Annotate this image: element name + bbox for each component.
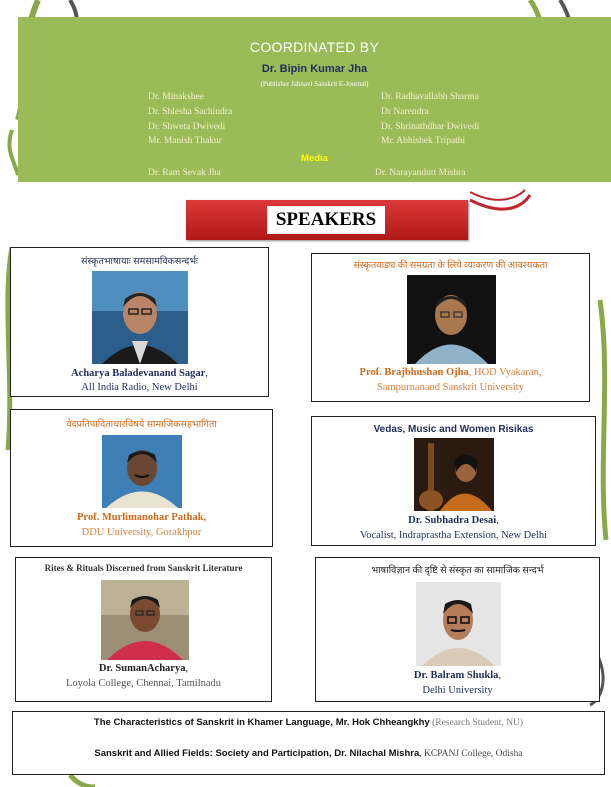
speaker-photo <box>416 582 501 666</box>
speaker-name: Dr. Balram Shukla <box>413 670 499 681</box>
talk-note: (Research Student, NU) <box>429 718 524 728</box>
speaker-card <box>311 416 596 546</box>
member-left: Dr. Shlesha Sachindra <box>148 107 233 117</box>
speaker-card <box>15 557 272 702</box>
speaker-name: Acharya Baladevanand Sagar <box>71 368 206 379</box>
speaker-affiliation: DDU University, Gorakhpur <box>81 527 202 538</box>
speaker-card <box>10 409 273 547</box>
speaker-photo <box>407 275 496 364</box>
swirl-shape <box>70 775 95 787</box>
speaker-name: Prof. Brajbhushan Ojha <box>359 367 469 378</box>
member-right: Dr Narendra <box>381 107 429 117</box>
speaker-photo <box>92 271 188 364</box>
speaker-card <box>315 557 600 702</box>
speaker-name: Dr. Subhadra Desai <box>408 515 497 526</box>
member-right: Mr. Abhishek Tripathi <box>381 136 466 146</box>
speakers-heading: SPEAKERS <box>267 206 385 234</box>
speaker-photo <box>101 580 189 660</box>
talk-title: संस्कृतवाङ्य की समग्रता के लिये व्याकरण की आवश्यकता <box>353 261 548 271</box>
speaker-photo <box>414 438 494 511</box>
speaker-name: Dr. SumanAcharya <box>98 663 186 674</box>
speaker-name-line: Prof. Brajbhushan Ojha, HOD Vyakaran, <box>359 367 542 378</box>
speaker-affiliation: Loyola College, Chennai, Tamilnadu <box>65 678 222 689</box>
coordinator-name: Dr. Bipin Kumar Jha <box>261 63 368 75</box>
speaker-name: Prof. Murlimanohar Pathak, <box>76 512 207 523</box>
swirl-shape <box>600 300 606 540</box>
speaker-name-line: Acharya Baladevanand Sagar, <box>71 368 208 379</box>
speaker-photo <box>102 435 182 508</box>
speaker-affiliation: Delhi University <box>422 685 493 696</box>
swirl-shape <box>470 195 530 209</box>
talk-title: वेदप्रतिपादिताचारविषये सामाजिकसहभागिता <box>66 420 217 430</box>
member-right: Dr. Radhavallabh Sharma <box>381 92 479 102</box>
media-member-right: Dr. Narayandutt Mishra <box>375 168 466 178</box>
member-left: Dr. Shweta Dwivedi <box>148 122 226 132</box>
talk-note: , KCPANJ College, Odisha <box>419 749 523 759</box>
media-label: Media <box>301 153 328 164</box>
speaker-affiliation: Vocalist, Indraprastha Extension, New Delhi <box>359 530 547 541</box>
speaker-affiliation: All India Radio, New Delhi <box>81 382 198 393</box>
member-right: Dr. Shrinathdhar Dwivedi <box>381 122 480 132</box>
swirl-shape <box>9 130 18 175</box>
talk-text: Sanskrit and Allied Fields: Society and Participation, Dr. Nilachal Mishra <box>94 748 420 759</box>
talk-text: The Characteristics of Sanskrit in Khamer Language, Mr. Hok Chheangkhy <box>93 717 430 728</box>
additional-talks-box <box>12 711 605 775</box>
publisher-note: (Publisher Jahnavi Sanskrit E-Journal) <box>260 80 369 88</box>
speaker-name-line: Dr. Subhadra Desai, <box>408 515 499 526</box>
speaker-name-line: Dr. Balram Shukla, <box>413 670 502 681</box>
coordinators-banner <box>18 17 611 182</box>
speaker-card <box>10 247 269 397</box>
media-member-left: Dr. Ram Sevak Jha <box>148 168 221 178</box>
swirl-shape <box>470 190 525 200</box>
talk-title: Vedas, Music and Women Risikas <box>373 424 534 435</box>
talk-line <box>13 748 604 759</box>
talk-title: भाषाविज्ञान की दृष्टि से संस्कृत का सामाजिक सन्दर्भ <box>371 566 544 576</box>
speaker-card <box>311 253 590 402</box>
banner-heading: COORDINATED BY <box>249 39 380 55</box>
talk-title: Rites & Rituals Discerned from Sanskrit Literature <box>44 563 243 573</box>
talk-title: संस्कृतभाषायाः समसामविकसन्दर्भः <box>81 257 198 267</box>
speaker-name-line: Dr. SumanAcharya, <box>98 663 189 674</box>
member-left: Dr. Minakshee <box>148 92 204 102</box>
talk-line <box>13 717 604 728</box>
member-left: Mr. Manish Thakur <box>148 136 222 146</box>
speaker-affiliation: Sampurnanand Sanskrit University <box>377 382 524 393</box>
